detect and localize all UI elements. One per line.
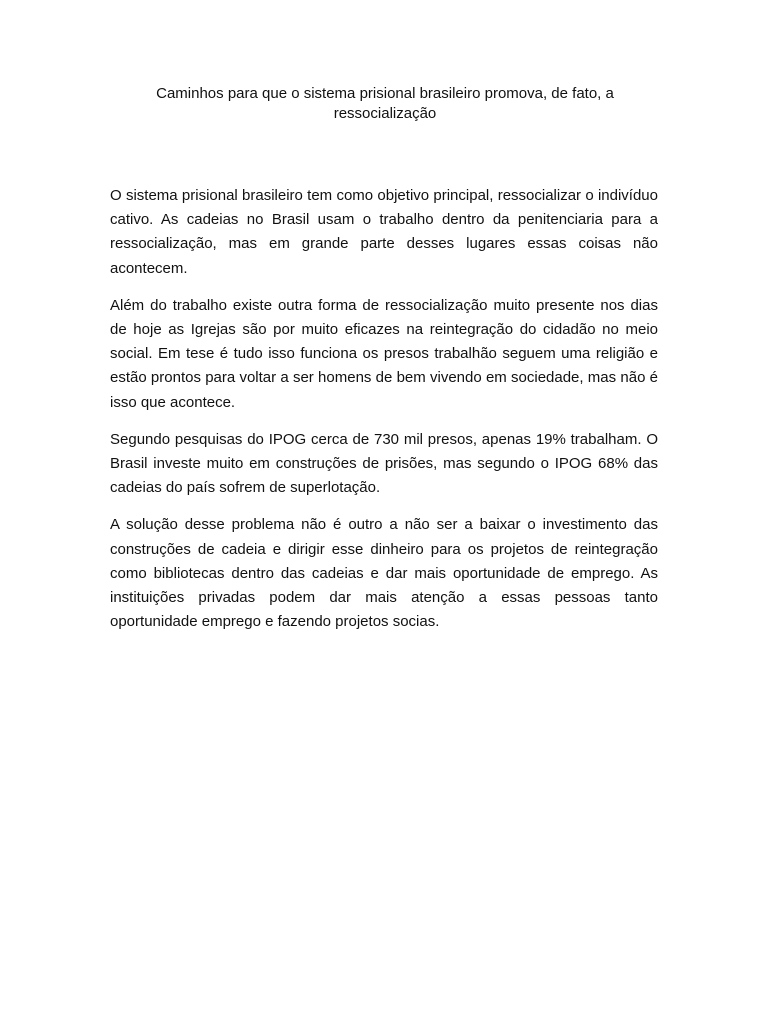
paragraph-1: O sistema prisional brasileiro tem como objetivo principal, ressocializar o indivíduo cativo. As cadeias no Brasil usam o trabalho dentro da penitenciaria para a ressocialização, mas em grande parte desses lugares essas coisas não acontecem. xyxy=(110,187,658,277)
paragraph-4: A solução desse problema não é outro a não ser a baixar o investimento das construções de cadeia e dirigir esse dinheiro para os projetos de reintegração como bibliotecas dentro das cadeias e dar mais oportunidade de emprego. As instituições privadas podem dar mais atenção a essas pessoas tanto oportunidade emprego e fazendo projetos socias. xyxy=(110,516,658,631)
document-body xyxy=(110,184,658,647)
paragraph-3: Segundo pesquisas do IPOG cerca de 730 mil presos, apenas 19% trabalham. O Brasil investe muito em construções de prisões, mas segundo o IPOG 68% das cadeias do país sofrem de superlotação. xyxy=(110,430,658,497)
paragraph-2: Além do trabalho existe outra forma de ressocialização muito presente nos dias de hoje as Igrejas são por muito eficazes na reintegração do cidadão no meio social. Em tese é tudo isso funciona os presos trabalhão seguem uma religião e estão prontos para voltar a ser homens de bem vivendo em sociedade, mas não é isso que acontece. xyxy=(110,296,658,411)
document-title: Caminhos para que o sistema prisional brasileiro promova, de fato, a ressocialização xyxy=(156,85,614,122)
